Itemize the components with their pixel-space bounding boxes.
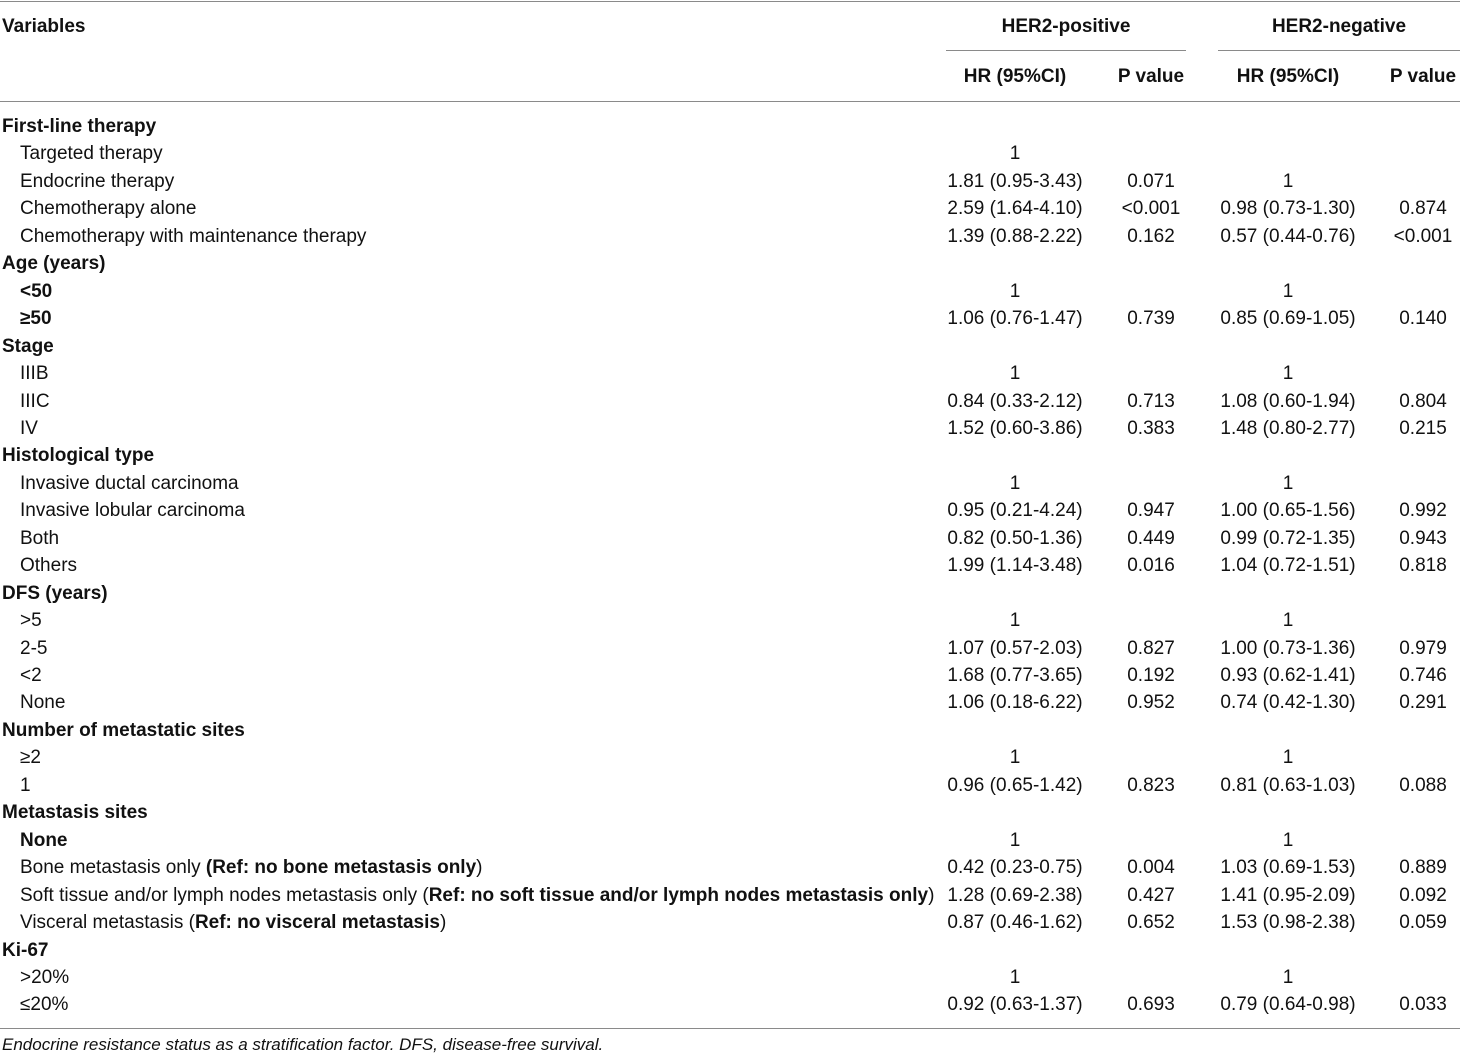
- p-her2-negative: 0.992: [1399, 500, 1447, 521]
- p-her2-positive: 0.947: [1127, 500, 1175, 521]
- bottom-rule: [0, 1028, 1460, 1029]
- hr-her2-negative: 0.74 (0.42-1.30): [1220, 692, 1356, 713]
- row-label: [20, 882, 934, 909]
- hr-her2-negative: 1: [1282, 967, 1294, 988]
- p-her2-negative: [1372, 168, 1460, 195]
- row-label: [20, 305, 52, 332]
- row-label: [20, 415, 38, 442]
- hr-her2-negative: 1: [1282, 747, 1294, 768]
- hr-her2-positive: 0.84 (0.33-2.12): [947, 391, 1083, 412]
- hr-her2-positive: 0.96 (0.65-1.42): [947, 775, 1083, 796]
- row-label-text: ≥2: [20, 747, 41, 768]
- hr-her2-negative: 1: [1282, 610, 1294, 631]
- p-her2-negative: 0.291: [1399, 692, 1447, 713]
- row-label: [20, 827, 68, 854]
- row-label: [20, 635, 47, 662]
- row-label: [20, 689, 65, 716]
- row-label-text: Endocrine therapy: [20, 171, 175, 192]
- row-label-text: IIIB: [20, 363, 49, 384]
- row-label-text: Invasive ductal carcinoma: [20, 473, 239, 494]
- p-her2-positive: <0.001: [1121, 198, 1181, 219]
- p-her2-positive: 0.162: [1127, 226, 1175, 247]
- table-footnote: Endocrine resistance status as a stratification factor. DFS, disease-free survival.: [2, 1035, 604, 1054]
- header-p-neg: P value: [1389, 66, 1457, 87]
- hr-her2-positive: 2.59 (1.64-4.10): [947, 198, 1083, 219]
- group-rule-her2-negative: [1218, 50, 1460, 51]
- p-her2-negative: 0.804: [1399, 391, 1447, 412]
- row-label-text: Visceral metastasis (: [20, 912, 195, 933]
- row-label-text: Chemotherapy alone: [20, 198, 197, 219]
- section-heading: Age (years): [2, 253, 106, 274]
- row-label-text: <2: [20, 665, 42, 686]
- p-her2-positive: [1100, 744, 1202, 771]
- p-her2-positive: [1100, 827, 1202, 854]
- hr-her2-positive: 1.81 (0.95-3.43): [947, 171, 1083, 192]
- p-her2-negative: [1372, 964, 1460, 991]
- header-p-pos: P value: [1117, 66, 1185, 87]
- row-label-text: 2-5: [20, 638, 48, 659]
- row-label-text: Invasive lobular carcinoma: [20, 500, 245, 521]
- header-hr-neg: HR (95%CI): [1236, 66, 1340, 87]
- top-rule: [0, 1, 1460, 2]
- p-her2-negative: 0.979: [1399, 638, 1447, 659]
- reference-close: ): [476, 857, 483, 878]
- header-bottom-rule: [0, 101, 1460, 102]
- row-label: [20, 662, 42, 689]
- row-label-text: Targeted therapy: [20, 143, 163, 164]
- hr-her2-positive: 0.82 (0.50-1.36): [947, 528, 1083, 549]
- hr-her2-negative: 0.93 (0.62-1.41): [1220, 665, 1356, 686]
- hr-her2-negative: 1: [1282, 171, 1294, 192]
- row-label: [20, 964, 69, 991]
- hr-her2-positive: 1.07 (0.57-2.03): [947, 638, 1083, 659]
- reference-note: Ref: no visceral metastasis: [194, 912, 440, 933]
- hr-her2-positive: 1.06 (0.76-1.47): [947, 308, 1083, 329]
- hr-her2-negative: 0.99 (0.72-1.35): [1220, 528, 1356, 549]
- hr-her2-negative: 1: [1282, 473, 1294, 494]
- row-label-text: Soft tissue and/or lymph nodes metastasis only (: [20, 885, 429, 906]
- p-her2-positive: 0.713: [1127, 391, 1175, 412]
- row-label: [20, 388, 50, 415]
- section-heading: Histological type: [2, 445, 155, 466]
- p-her2-negative: [1372, 470, 1460, 497]
- hr-her2-positive: 1: [1009, 610, 1021, 631]
- hr-her2-negative: 1: [1282, 363, 1294, 384]
- row-label-text: 1: [20, 775, 31, 796]
- row-label: [20, 360, 49, 387]
- header-group-her2-positive: HER2-positive: [1001, 16, 1131, 37]
- hr-her2-negative: 1.00 (0.73-1.36): [1220, 638, 1356, 659]
- p-her2-positive: [1100, 470, 1202, 497]
- row-label: [20, 991, 68, 1018]
- hr-her2-negative: 1.04 (0.72-1.51): [1220, 555, 1356, 576]
- p-her2-negative: 0.033: [1399, 994, 1447, 1015]
- p-her2-negative: [1372, 140, 1460, 167]
- p-her2-negative: 0.140: [1399, 308, 1447, 329]
- p-her2-positive: 0.427: [1127, 885, 1175, 906]
- p-her2-positive: [1100, 140, 1202, 167]
- p-her2-negative: <0.001: [1393, 226, 1453, 247]
- p-her2-negative: 0.215: [1399, 418, 1447, 439]
- p-her2-positive: 0.383: [1127, 418, 1175, 439]
- p-her2-positive: [1100, 607, 1202, 634]
- row-label-text: ≤20%: [20, 994, 69, 1015]
- p-her2-positive: 0.071: [1127, 171, 1175, 192]
- p-her2-positive: 0.652: [1127, 912, 1175, 933]
- hr-her2-positive: 1: [1009, 143, 1021, 164]
- p-her2-positive: 0.827: [1127, 638, 1175, 659]
- p-her2-negative: 0.943: [1399, 528, 1447, 549]
- row-label-text: Others: [20, 555, 78, 576]
- reference-close: ): [439, 912, 447, 933]
- hr-her2-positive: 1: [1009, 363, 1021, 384]
- row-label-text: None: [20, 830, 68, 851]
- p-her2-negative: 0.889: [1399, 857, 1447, 878]
- hr-her2-negative: 1.08 (0.60-1.94): [1220, 391, 1356, 412]
- hr-her2-positive: 1.06 (0.18-6.22): [947, 692, 1083, 713]
- section-heading: Metastasis sites: [2, 802, 148, 823]
- p-her2-negative: [1372, 827, 1460, 854]
- hr-her2-positive: 1: [1009, 830, 1021, 851]
- hr-her2-positive: 1: [1009, 473, 1021, 494]
- hr-her2-positive: 0.95 (0.21-4.24): [947, 500, 1083, 521]
- hr-her2-positive: 1.28 (0.69-2.38): [947, 885, 1083, 906]
- hr-her2-negative: 1.00 (0.65-1.56): [1220, 500, 1356, 521]
- row-label: [20, 772, 31, 799]
- row-label-text: Both: [20, 528, 60, 549]
- hr-her2-positive: 1: [1009, 967, 1021, 988]
- p-her2-negative: [1372, 278, 1460, 305]
- hr-her2-positive: 1.68 (0.77-3.65): [947, 665, 1083, 686]
- p-her2-negative: 0.088: [1399, 775, 1447, 796]
- p-her2-positive: 0.449: [1127, 528, 1175, 549]
- header-hr-pos: HR (95%CI): [963, 66, 1067, 87]
- p-her2-positive: [1100, 360, 1202, 387]
- hr-her2-positive: 1.99 (1.14-3.48): [947, 555, 1083, 576]
- hr-her2-negative: 0.57 (0.44-0.76): [1220, 226, 1356, 247]
- header-group-her2-negative: HER2-negative: [1271, 16, 1407, 37]
- p-her2-negative: [1372, 744, 1460, 771]
- row-label-text: Bone metastasis only: [20, 857, 206, 878]
- hr-her2-negative: 1.48 (0.80-2.77): [1220, 418, 1356, 439]
- p-her2-positive: [1100, 964, 1202, 991]
- row-label: [20, 854, 482, 881]
- section-heading: Stage: [2, 336, 54, 357]
- row-label: [20, 168, 174, 195]
- row-label: [20, 223, 366, 250]
- p-her2-positive: 0.016: [1127, 555, 1175, 576]
- row-label-text: None: [20, 692, 66, 713]
- p-her2-negative: 0.746: [1399, 665, 1447, 686]
- row-label: [20, 195, 196, 222]
- row-label-text: >20%: [20, 967, 70, 988]
- p-her2-negative: 0.818: [1399, 555, 1447, 576]
- p-her2-positive: 0.823: [1127, 775, 1175, 796]
- header-variables: Variables: [2, 16, 86, 37]
- row-label-text: IV: [20, 418, 38, 439]
- hr-her2-positive: 1: [1009, 281, 1021, 302]
- row-label-text: Chemotherapy with maintenance therapy: [20, 226, 367, 247]
- section-heading: DFS (years): [2, 583, 108, 604]
- p-her2-negative: 0.874: [1399, 198, 1447, 219]
- hr-her2-negative: [1208, 140, 1368, 167]
- p-her2-positive: 0.004: [1127, 857, 1175, 878]
- hr-her2-negative: 1.03 (0.69-1.53): [1220, 857, 1356, 878]
- section-heading: First-line therapy: [2, 116, 157, 137]
- hr-her2-positive: 1.39 (0.88-2.22): [947, 226, 1083, 247]
- row-label-text: >5: [20, 610, 42, 631]
- row-label: [20, 552, 77, 579]
- reference-note: Ref: no soft tissue and/or lymph nodes metastasis only: [428, 885, 929, 906]
- p-her2-positive: 0.952: [1127, 692, 1175, 713]
- p-her2-negative: 0.059: [1399, 912, 1447, 933]
- p-her2-negative: 0.092: [1399, 885, 1447, 906]
- row-label: [20, 607, 42, 634]
- group-rule-her2-positive: [946, 50, 1186, 51]
- row-label-text: IIIC: [20, 391, 50, 412]
- row-label: [20, 140, 163, 167]
- p-her2-positive: 0.192: [1127, 665, 1175, 686]
- section-heading: Ki-67: [2, 940, 49, 961]
- hr-her2-negative: 0.98 (0.73-1.30): [1220, 198, 1356, 219]
- reference-note: (Ref: no bone metastasis only: [205, 857, 477, 878]
- row-label: [20, 497, 245, 524]
- p-her2-negative: [1372, 360, 1460, 387]
- hr-her2-negative: 1: [1282, 830, 1294, 851]
- row-label: [20, 744, 41, 771]
- hr-her2-negative: 1.53 (0.98-2.38): [1220, 912, 1356, 933]
- row-label: [20, 525, 59, 552]
- hr-her2-negative: 0.81 (0.63-1.03): [1220, 775, 1356, 796]
- row-label: [20, 909, 446, 936]
- hr-her2-positive: 1.52 (0.60-3.86): [947, 418, 1083, 439]
- row-label-text: <50: [20, 281, 53, 302]
- hr-her2-negative: 0.85 (0.69-1.05): [1220, 308, 1356, 329]
- hr-her2-positive: 1: [1009, 747, 1021, 768]
- hr-her2-negative: 1: [1282, 281, 1294, 302]
- reference-close: ): [928, 885, 935, 906]
- p-her2-positive: 0.693: [1127, 994, 1175, 1015]
- p-her2-negative: [1372, 607, 1460, 634]
- hr-her2-positive: 0.92 (0.63-1.37): [947, 994, 1083, 1015]
- p-her2-positive: 0.739: [1127, 308, 1175, 329]
- p-her2-positive: [1100, 278, 1202, 305]
- hr-her2-positive: 0.42 (0.23-0.75): [947, 857, 1083, 878]
- row-label: [20, 470, 239, 497]
- hr-her2-positive: 0.87 (0.46-1.62): [947, 912, 1083, 933]
- section-heading: Number of metastatic sites: [2, 720, 245, 741]
- row-label-text: ≥50: [20, 308, 52, 329]
- hr-her2-negative: 1.41 (0.95-2.09): [1220, 885, 1356, 906]
- row-label: [20, 278, 52, 305]
- hr-her2-negative: 0.79 (0.64-0.98): [1220, 994, 1356, 1015]
